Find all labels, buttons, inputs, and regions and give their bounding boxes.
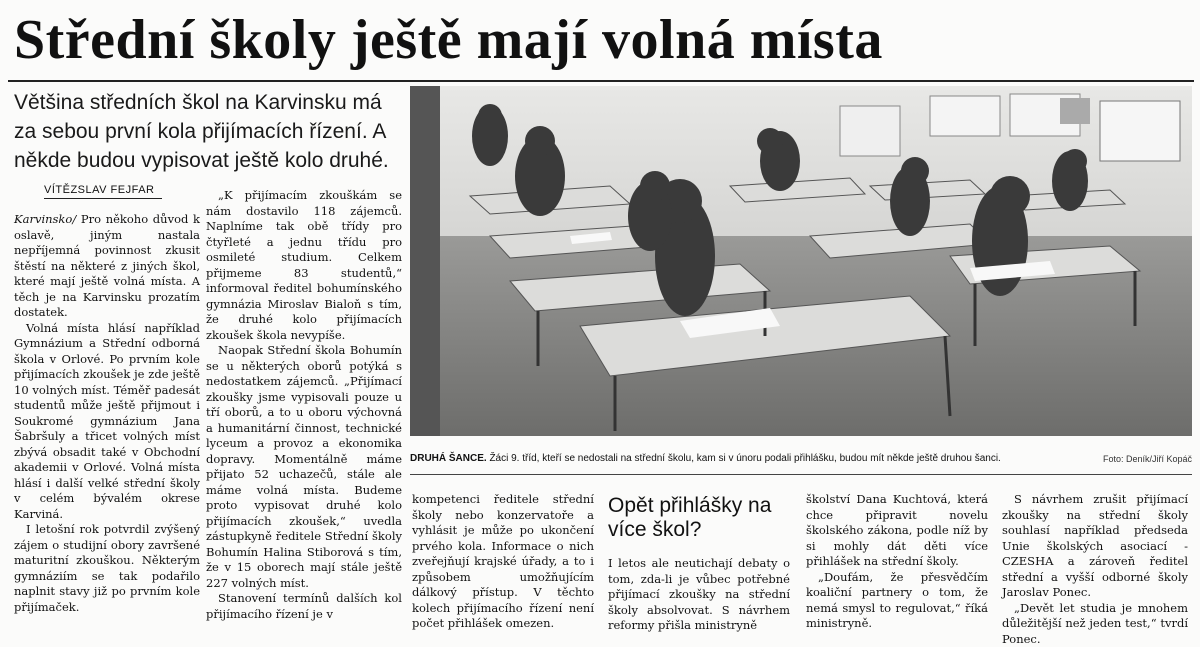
article-paragraph: I letos ale neutichají debaty o tom, zda-li je vůbec potřebné přijímací zkoušky na střední školy absolvovat. S návrhem reformy přišla ministryně (608, 556, 790, 634)
article-paragraph: Stanovení termínů dalších kol přijímacího řízení je v (206, 591, 402, 622)
article-column-5 (806, 492, 988, 638)
headline-rule (8, 80, 1194, 82)
caption-rule (410, 474, 1192, 475)
author-byline: VÍTĚZSLAV FEJFAR (44, 184, 162, 199)
article-paragraph (14, 212, 200, 321)
article-column-1 (14, 212, 200, 638)
article-column-2 (206, 188, 402, 638)
dateline: Karvinsko/ (14, 212, 76, 226)
article-paragraph: S návrhem zrušit přijímací zkoušky na střední školy souhlasí například předseda Unie školských asociací - CZESHA a zároveň ředitel střední a vyšší odborné školy Jaroslav Ponec. (1002, 492, 1188, 601)
article-paragraph: I letošní rok potvrdil zvýšený zájem o studijní obory završené maturitní zkouškou. Některým gymnáziím se tak podařilo naplnit stavy již po prvním kole přijímaček. (14, 522, 200, 615)
article-column-3 (412, 492, 594, 638)
article-paragraph: Volná místa hlásí například Gymnázium a Střední odborná škola v Orlové. Po prvním kole přijímacích zkoušek je zde ještě 10 volných míst. Téměř padesát studentů může ještě přijmout i Soukromé gymnázium Jana Šabršuly a třicet volných míst zbývá obsadit také v Obchodní akademii v Orlové. Volná místa hlásí i další velké střední školy v celém bývalém okrese Karviná. (14, 321, 200, 523)
sidebar-column (608, 556, 790, 640)
sidebar-headline: Opět přihlášky na více škol? (608, 494, 794, 542)
article-column-6 (1002, 492, 1188, 638)
headline: Střední školy ještě mají volná místa (14, 4, 1194, 80)
article-paragraph: „K přijímacím zkouškám se nám dostavilo 118 zájemců. Naplníme tak obě třídy pro čtyřleté a jednu třídu pro osmileté studium. Celkem přijmeme 83 studentů,“ informoval ředitel bohumínského gymnázia Miroslav Bialoň s tím, že druhé kolo přijímacích zkoušek škola nevypíše. (206, 188, 402, 343)
article-paragraph: „Devět let studia je mnohem důležitější než jeden test,“ tvrdí Ponec. (1002, 601, 1188, 647)
caption-label: DRUHÁ ŠANCE. (410, 453, 487, 464)
classroom-photo-illustration (410, 86, 1192, 436)
article-paragraph: „Doufám, že přesvědčím koaliční partnery o tom, že nemá smysl to regulovat,“ říká ministryně. (806, 570, 988, 632)
lead-paragraph: Většina středních škol na Karvinsku má za sebou první kola přijímacích řízení. A někde budou vypisovat ještě kolo druhé. (14, 88, 400, 175)
classroom-photo (410, 86, 1192, 436)
paragraph-text: Pro někoho důvod k oslavě, jiným nastala nepříjemná povinnost zkusit štěstí na některé z jiných škol, které mají ještě volná místa. A těch je na Karvinsku prozatím dostatek. (14, 212, 200, 319)
caption-text: Žáci 9. tříd, kteří se nedostali na střední školu, kam si v únoru podali přihlášku, budou mít někde ještě druhou šanci. (487, 453, 1001, 464)
article-paragraph: kompetenci ředitele střední školy nebo konzervatoře a vyhlásit je může po ukončení prvého kola. Informace o nich zveřejňují krajské úřady, a to i způsobem umožňujícím dálkový přístup. V těchto kolech přijímacího řízení není počet přihlášek omezen. (412, 492, 594, 632)
article-paragraph: Naopak Střední škola Bohumín se u některých oborů potýká s nedostatkem zájemců. „Přijímací zkoušky jsme vypisovali pouze u tří oborů, a to u oboru výchovná a humanitární činnost, technické lyceum a provoz a ekonomika dopravy. Momentálně máme přijato 52 uchazečů, stále ale máme volná místa. Budeme proto vypisovat druhé kolo přijímacích zkoušek,“ uvedla zástupkyně ředitele Střední školy Bohumín Halina Stiborová s tím, že v 15 oborech mají stále ještě 227 volných míst. (206, 343, 402, 591)
photo-credit: Foto: Deník/Jiří Kopáč (1103, 448, 1192, 470)
article-paragraph: školství Dana Kuchtová, která chce připravit novelu školského zákona, podle níž by si mohly dát děti více přihlášek na střední školy. (806, 492, 988, 570)
photo-caption (410, 448, 1192, 470)
